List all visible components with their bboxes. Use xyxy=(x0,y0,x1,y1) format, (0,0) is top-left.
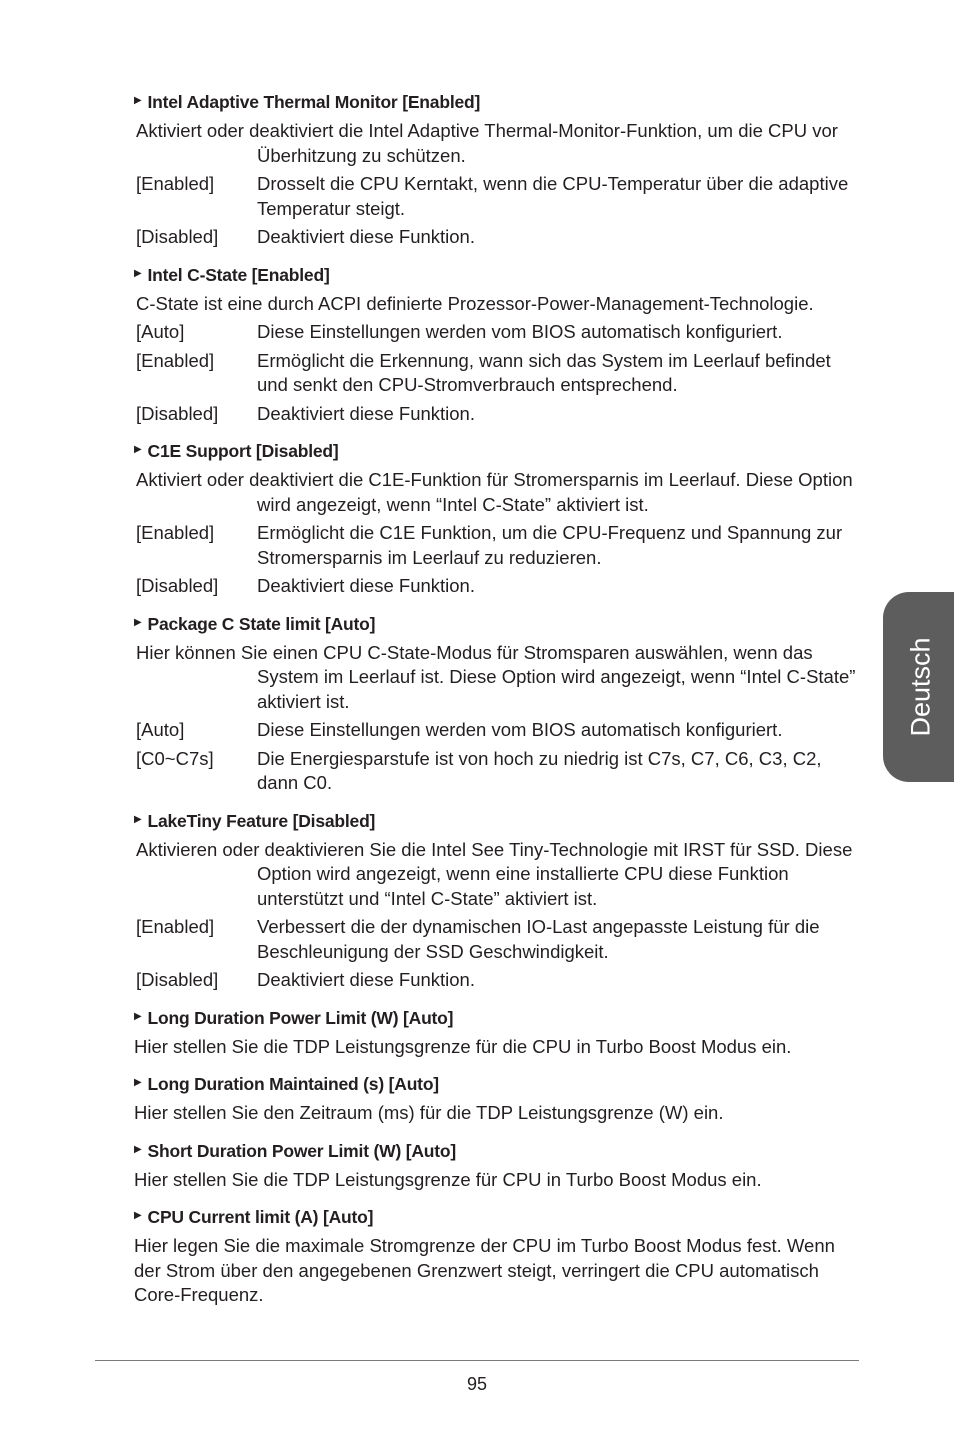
option-description: Diese Einstellungen werden vom BIOS automatisch konfiguriert. xyxy=(257,321,783,342)
setting-section xyxy=(134,809,858,993)
language-side-tab-label: Deutsch xyxy=(905,637,935,737)
triangle-bullet-icon: ▶ xyxy=(134,95,142,106)
setting-description: Hier legen Sie die maximale Stromgrenze der CPU im Turbo Boost Modus fest. Wenn der Strom über den angegebenen Grenzwert steigt, verringert die CPU automatisch Core-Frequenz. xyxy=(134,1235,835,1305)
setting-section xyxy=(134,1205,858,1308)
setting-heading-text: Intel C-State [Enabled] xyxy=(147,264,330,285)
option-key: [Enabled] xyxy=(136,916,215,937)
setting-heading-text: CPU Current limit (A) [Auto] xyxy=(147,1207,374,1227)
setting-heading xyxy=(134,1205,858,1229)
option-row xyxy=(134,349,858,398)
option-key: [Auto] xyxy=(136,719,185,740)
option-row xyxy=(134,172,858,221)
manual-content xyxy=(134,90,858,1321)
option-description: Deaktiviert diese Funktion. xyxy=(257,226,475,247)
option-description: Drosselt die CPU Kerntakt, wenn die CPU-Temperatur über die adaptive Temperatur steigt. xyxy=(257,173,849,219)
option-key: [Enabled] xyxy=(136,173,215,194)
setting-description: Hier stellen Sie die TDP Leistungsgrenze für CPU in Turbo Boost Modus ein. xyxy=(134,1168,762,1190)
setting-description: Hier stellen Sie die TDP Leistungsgrenze für die CPU in Turbo Boost Modus ein. xyxy=(134,1035,792,1057)
triangle-bullet-icon: ▶ xyxy=(134,813,142,825)
option-key: [Disabled] xyxy=(136,226,219,247)
setting-heading xyxy=(134,263,858,287)
option-row xyxy=(134,747,858,796)
option-row xyxy=(134,574,858,599)
setting-heading-text: C1E Support [Disabled] xyxy=(147,441,339,461)
setting-heading xyxy=(134,612,858,636)
setting-section xyxy=(134,1139,858,1193)
footer-rule xyxy=(95,1360,859,1361)
setting-heading-text: Long Duration Maintained (s) [Auto] xyxy=(147,1074,439,1094)
setting-heading-text: Long Duration Power Limit (W) [Auto] xyxy=(147,1007,454,1028)
option-row xyxy=(134,915,858,964)
setting-heading xyxy=(134,1006,858,1030)
option-description: Deaktiviert diese Funktion. xyxy=(257,969,475,990)
setting-description: Aktivieren oder deaktivieren Sie die Intel See Tiny-Technologie mit IRST für SSD. Diese Option wird angezeigt, wenn eine installierte CPU diese Funktion unterstützt und “Intel C-State” aktiviert ist. xyxy=(136,838,853,909)
setting-section xyxy=(134,439,858,599)
option-key: [Enabled] xyxy=(136,349,215,371)
setting-description: Aktiviert oder deaktiviert die C1E-Funktion für Stromersparnis im Leerlauf. Diese Option wird angezeigt, wenn “Intel C-State” aktiviert ist. xyxy=(136,469,853,515)
setting-section xyxy=(134,612,858,796)
option-description: Deaktiviert diese Funktion. xyxy=(257,575,475,596)
option-row xyxy=(134,718,858,743)
option-description: Ermöglicht die C1E Funktion, um die CPU-Frequenz und Spannung zur Stromersparnis im Leerlauf zu reduzieren. xyxy=(257,522,843,568)
triangle-bullet-icon: ▶ xyxy=(134,1077,142,1088)
option-row xyxy=(134,521,858,570)
setting-description: Hier können Sie einen CPU C-State-Modus für Stromsparen auswählen, wenn das System im Leerlauf ist. Diese Option wird angezeigt, wenn “Intel C-State” aktiviert ist. xyxy=(136,641,856,712)
setting-heading xyxy=(134,1139,858,1163)
setting-heading-text: Package C State limit [Auto] xyxy=(147,613,376,634)
triangle-bullet-icon: ▶ xyxy=(134,616,142,628)
setting-section xyxy=(134,1006,858,1060)
setting-heading xyxy=(134,809,858,833)
option-description: Deaktiviert diese Funktion. xyxy=(257,402,475,424)
option-key: [C0~C7s] xyxy=(136,747,214,769)
triangle-bullet-icon: ▶ xyxy=(134,444,142,455)
option-key: [Enabled] xyxy=(136,522,215,543)
setting-description: Aktiviert oder deaktiviert die Intel Adaptive Thermal-Monitor-Funktion, um die CPU vor Überhitzung zu schützen. xyxy=(136,120,838,166)
option-key: [Disabled] xyxy=(136,402,219,424)
language-side-tab xyxy=(883,592,954,782)
triangle-bullet-icon: ▶ xyxy=(134,1010,142,1022)
option-key: [Auto] xyxy=(136,321,185,342)
triangle-bullet-icon: ▶ xyxy=(134,267,142,279)
option-description: Die Energiesparstufe ist von hoch zu niedrig ist C7s, C7, C6, C3, C2, dann C0. xyxy=(257,747,822,793)
setting-heading-text: Intel Adaptive Thermal Monitor [Enabled] xyxy=(147,92,481,112)
page-number: 95 xyxy=(466,1374,488,1394)
triangle-bullet-icon: ▶ xyxy=(134,1143,142,1155)
option-row xyxy=(134,968,858,993)
setting-description: Hier stellen Sie den Zeitraum (ms) für die TDP Leistungsgrenze (W) ein. xyxy=(134,1102,724,1123)
option-key: [Disabled] xyxy=(136,575,219,596)
setting-section xyxy=(134,1072,858,1126)
option-row xyxy=(134,402,858,427)
setting-heading xyxy=(134,1072,858,1096)
option-description: Ermöglicht die Erkennung, wann sich das System im Leerlauf befindet und senkt den CPU-Stromverbrauch entsprechend. xyxy=(257,349,831,395)
setting-section xyxy=(134,90,858,250)
setting-description: C-State ist eine durch ACPI definierte Prozessor-Power-Management-Technologie. xyxy=(136,292,814,314)
option-row xyxy=(134,320,858,345)
option-key: [Disabled] xyxy=(136,969,219,990)
option-row xyxy=(134,225,858,250)
setting-section xyxy=(134,263,858,427)
triangle-bullet-icon: ▶ xyxy=(134,1210,142,1221)
option-description: Verbessert die der dynamischen IO-Last angepasste Leistung für die Beschleunigung der SSD Geschwindigkeit. xyxy=(257,916,820,962)
setting-heading-text: LakeTiny Feature [Disabled] xyxy=(147,810,376,831)
setting-heading-text: Short Duration Power Limit (W) [Auto] xyxy=(147,1140,457,1161)
option-description: Diese Einstellungen werden vom BIOS automatisch konfiguriert. xyxy=(257,719,783,740)
setting-heading xyxy=(134,90,858,114)
setting-heading xyxy=(134,439,858,463)
